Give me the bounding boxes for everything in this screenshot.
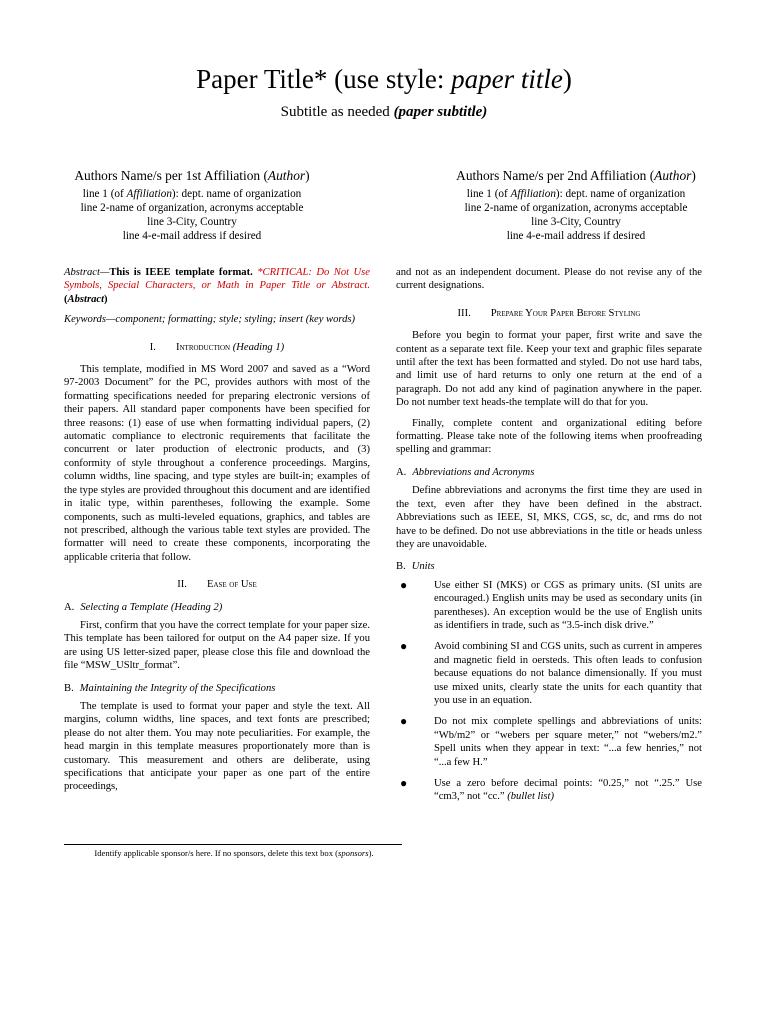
author-block [0,168,768,243]
paper-subtitle-style-note: (paper subtitle) [393,104,488,120]
affiliation-line-1-italic: Affiliation [126,188,172,200]
bullet-icon: ● [400,776,408,790]
abstract-label: Abstract— [64,267,110,278]
title-block [0,62,768,121]
bullet-icon: ● [400,714,408,729]
maintaining-integrity-continued: and not as an independent document. Please do not revise any of the current designations. [396,267,702,292]
subheading-maintaining-integrity [64,682,370,695]
subheading-units [396,560,702,573]
heading-introduction [64,341,370,354]
subheading-selecting-template [64,601,370,614]
keywords [64,313,370,326]
heading-ease-of-use [64,578,370,591]
bullet-icon: ● [400,639,408,654]
list-item-text: Do not mix complete spellings and abbreviations of units: “Wb/m2” or “webers per square meter,” not “webers/m2.” Spell units when they appear in text: “...a few henries,” not “...a few H.” [434,716,702,768]
affiliation-line-1-pre: line 1 (of [466,188,511,200]
list-item-text: Use either SI (MKS) or CGS as primary units. (SI units are encouraged.) English units may be used as secondary units (in parentheses). An exception would be the use of English units as identifiers in trade, such as “3.5-inch disk drive.” [434,579,702,631]
abstract-end-close: ) [104,293,108,305]
affiliation-line-4: line 4-e-mail address if desired [506,230,646,242]
abstract-end-open: ( [64,293,68,305]
subheading-title: Maintaining the Integrity of the Specifications [79,682,276,694]
affiliation-line-1-post: ): dept. name of organization [555,188,686,200]
bullet-icon: ● [400,577,408,592]
abstract-end-italic: Abstract [67,293,105,305]
list-item [396,640,702,707]
affiliation-line-1-italic: Affiliation [510,188,556,200]
list-item [396,579,702,633]
subheading-number: B. [396,561,406,573]
subheading-title: Units [411,561,435,573]
affiliation-line-1 [384,187,768,201]
maintaining-integrity-body: The template is used to format your paper and style the text. All margins, column widths, line spaces, and text fonts are prescribed; please do not alter them. You may note peculiarities. For example, the head margin in this template measures proportionately more than is customary. This measurement and others are deliberate, using specifications that anticipate your paper as one part of the entire proceedings, [64,700,370,793]
abstract [64,266,370,306]
heading-number: I. [149,341,156,353]
units-bullet-list [396,579,702,804]
heading-note: (Heading 1) [230,341,285,353]
subheading-title: Abbreviations and Acronyms [412,466,535,478]
paper-title-close: ) [562,64,572,94]
prepare-body-1: Before you begin to format your paper, first write and save the content as a separate text file. Keep your text and graphic files separate until after the text has been formatted and styled. Do not use hard tabs, and limit use of hard returns to only one return at the end of a paragraph. Do not add any kind of pagination anywhere in the paper. Do not number text heads-the template will do that for you. [396,330,702,409]
sponsor-footnote [64,848,404,858]
author-affiliation-2 [384,168,768,243]
keywords-text: Keywords—component; formatting; style; styling; insert (key words) [64,314,356,326]
paper-subtitle [0,104,768,121]
subheading-title: Selecting a Template (Heading 2) [80,601,223,613]
author-name [0,168,384,184]
heading-title: Prepare Your Paper Before Styling [490,307,641,319]
affiliation-line-1 [0,187,384,201]
prepare-body-2: Finally, complete content and organizational editing before formatting. Please take note of the following items when proofreading spelling and grammar: [396,417,702,456]
paper-title [0,62,768,96]
affiliation-line-4: line 4-e-mail address if desired [122,230,262,242]
affiliation-line-2: line 2-name of organization, acronyms acceptable [80,202,304,214]
paper-title-style-note: paper title [451,64,563,94]
footnote-divider [64,844,402,845]
selecting-template-body: First, confirm that you have the correct template for your paper size. This template has been tailored for output on the A4 paper size. If you are using US letter-sized paper, please close this file and download the file “MSW_USltr_format”. [64,619,370,672]
right-column [396,266,702,812]
author-role: Author [267,168,306,183]
abstract-critical-note: *CRITICAL: Do Not Use Symbols, Special Characters, or Math in Paper Title or Abstract. [64,267,371,292]
affiliation-line-2: line 2-name of organization, acronyms acceptable [464,202,688,214]
affiliation-line-1-pre: line 1 (of [82,188,127,200]
paper-subtitle-text: Subtitle as needed [280,104,394,120]
author-name-text: Authors Name/s per 2nd Affiliation ( [456,168,655,183]
affiliation-line-3: line 3-City, Country [531,216,621,228]
heading-number: III. [457,307,471,319]
heading-number: II. [177,579,187,591]
author-name-close: ) [691,168,696,183]
list-item-text: Use a zero before decimal points: “0.25,” not “.25.” Use “cm3,” not “cc.” [434,778,702,803]
subheading-number: B. [64,682,74,694]
list-item [396,777,702,804]
list-item [396,715,702,769]
subheading-abbreviations [396,466,702,479]
affiliation-line-1-post: ): dept. name of organization [171,188,302,200]
heading-title: Ease of Use [206,579,257,591]
author-name-text: Authors Name/s per 1st Affiliation ( [74,168,268,183]
bullet-list-note: (bullet list) [507,791,555,803]
author-role: Author [654,168,692,183]
introduction-body: This template, modified in MS Word 2007 and saved as a “Word 97-2003 Document” for the PC, provides authors with most of the formatting specifications needed for preparing electronic versions of their papers. All standard paper components have been specified for three reasons: (1) ease of use when formatting individual papers, (2) automatic compliance to electronic requirements that facilitate the concurrent or later production of electronic products, and (3) conformity of style throughout a conference proceedings. Margins, column widths, line spacing, and type styles are built-in; examples of the type styles are provided throughout this document and are identified in italic type, within parentheses, following the example. Some components, such as multi-leveled equations, graphics, and tables are not prescribed, although the various table text styles are provided. The formatter will need to create these components, incorporating the applicable criteria that follow. [64,364,370,563]
footnote-text: Identify applicable sponsor/s here. If no sponsors, delete this text box ( [94,848,339,858]
heading-prepare-paper [396,307,702,320]
author-affiliation-1 [0,168,384,243]
list-item-text: Avoid combining SI and CGS units, such as current in amperes and magnetic field in oersteds. This often leads to confusion because equations do not balance dimensionally. If you must use mixed units, clearly state the units for each quantity that you use in an equation. [434,641,702,706]
subheading-number: A. [64,601,75,613]
heading-title: Introduction [175,341,231,353]
author-name-close: ) [305,168,310,183]
footnote-italic: sponsors [338,848,369,858]
abstract-bold: This is IEEE template format. [109,267,253,278]
abbreviations-body: Define abbreviations and acronyms the first time they are used in the text, even after they have been defined in the abstract. Abbreviations such as IEEE, SI, MKS, CGS, sc, dc, and rms do not have to be defined. Do not use abbreviations in the title or heads unless they are unavoidable. [396,485,702,550]
author-name [384,168,768,184]
left-column [64,266,370,801]
paper-title-text: Paper Title* (use style: [196,64,452,94]
footnote-close: ). [368,848,374,858]
subheading-number: A. [396,466,407,478]
affiliation-line-3: line 3-City, Country [147,216,237,228]
